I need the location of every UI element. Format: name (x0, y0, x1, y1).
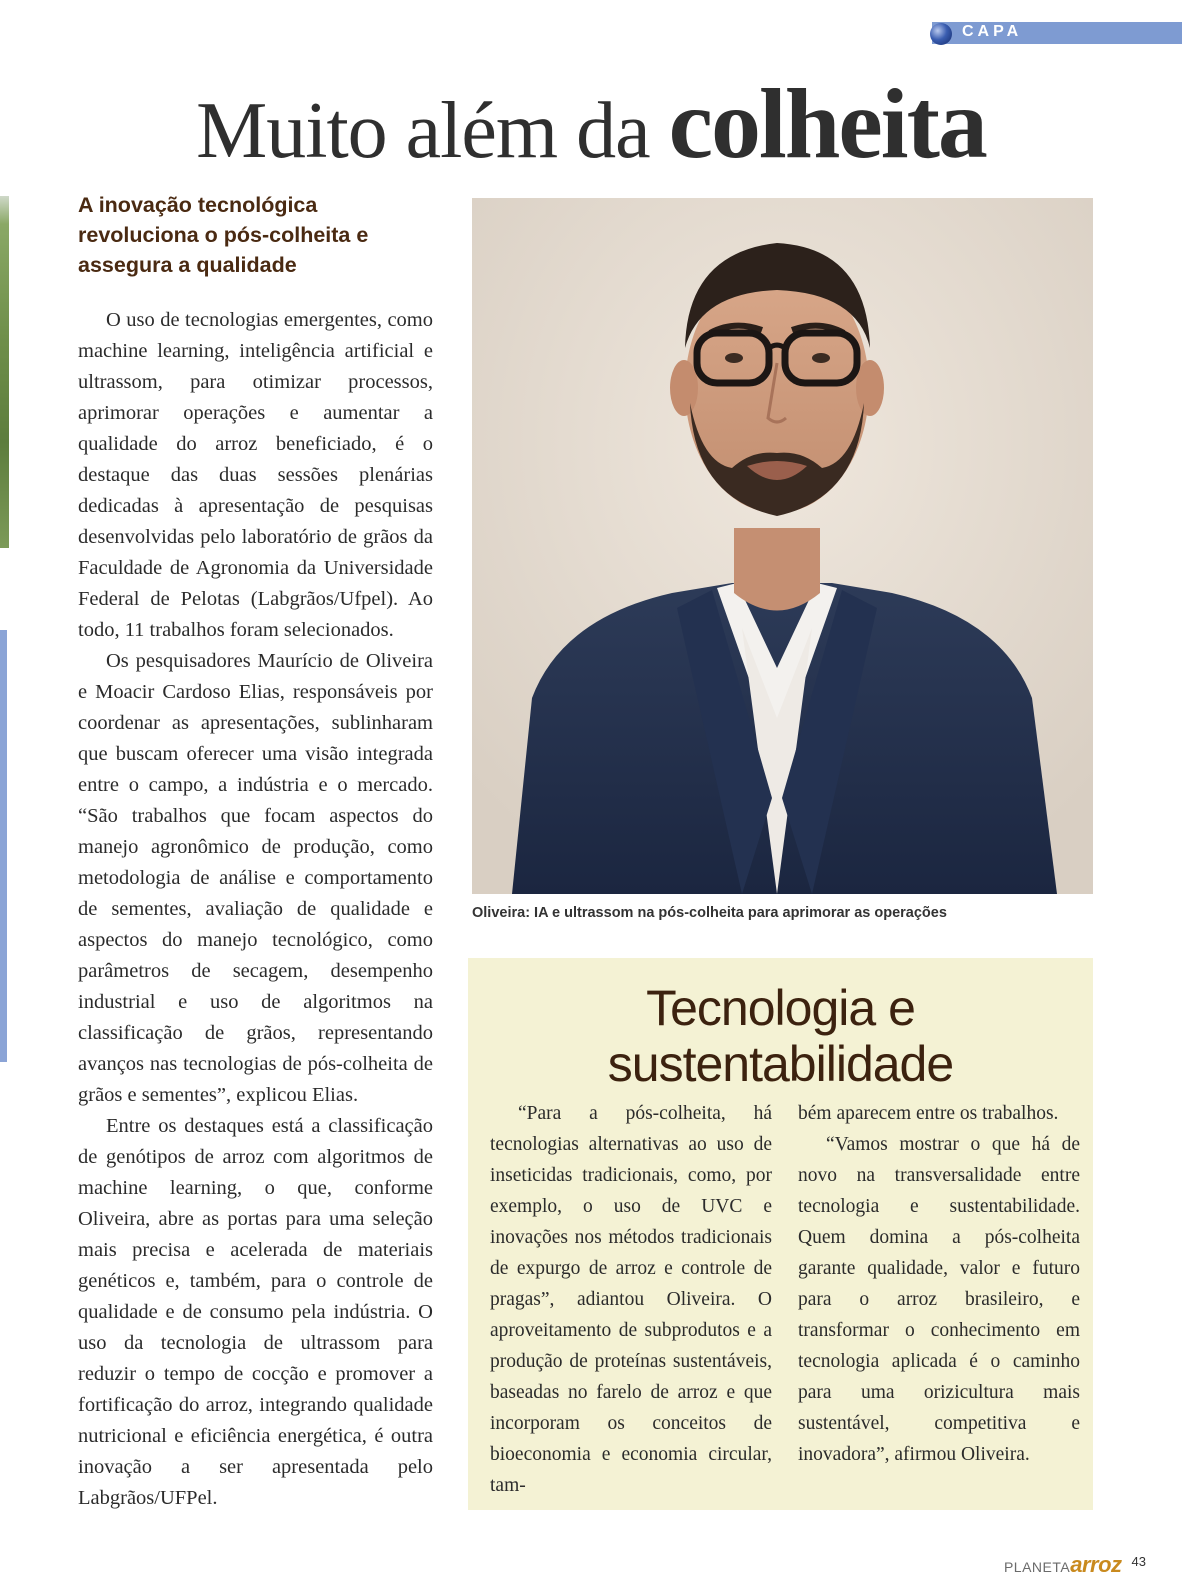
body-paragraph-3: Entre os destaques está a classificação de genótipos de arroz com algoritmos de machine learning, o que, conforme Oliveira, abre as portas para uma seleção mais precisa e acelerada de materiais genéticos e, também, para o controle de qualidade e de consumo pela indústria. O uso da tecnologia de ultrassom para reduzir o tempo de cocção e promover a fortificação do arroz, integrando qualidade nutricional e eficiência energética, é outra inovação a ser apresentada pelo Labgrãos/UFPel. (78, 1115, 433, 1509)
body-paragraph-2: Os pesquisadores Maurício de Oliveira e Moacir Cardoso Elias, responsáveis por coordenar as apresentações, sublinharam que buscam oferecer uma visão integrada entre o campo, a indústria e o mercado. “São trabalhos que focam aspectos do manejo agronômico de produção, como metodologia de análise e comportamento de sementes, avaliação de qualidade e aspectos do manejo tecnológico, como parâmetros de secagem, desempenho industrial e uso de algoritmos na classificação de grãos, representando avanços nas tecnologias de pós-colheita de grãos e sementes”, explicou Elias. (78, 650, 433, 1106)
box-column-1 (490, 1098, 772, 1501)
box-paragraph-continuation: bém aparecem entre os trabalhos. (798, 1103, 1059, 1124)
magazine-logo-part2: arroz (1070, 1552, 1122, 1577)
box-column-2 (798, 1098, 1080, 1470)
page-number: 43 (1131, 1554, 1146, 1569)
photo-caption: Oliveira: IA e ultrassom na pós-colheita para aprimorar as operações (472, 905, 947, 921)
box-paragraph-2: “Vamos mostrar o que há de novo na transversalidade entre tecnologia e sustentabilidade. Quem domina a pós-colheita garante qualidade, valor e futuro para o arroz brasileiro, e transformar o conhecimento em tecnologia aplicada é o caminho para uma orizicultura mais sustentável, competitiva e inovadora”, afirmou Oliveira. (798, 1134, 1080, 1465)
subtitle: A inovação tecnológica revoluciona o pós-colheita e assegura a qualidade (78, 193, 369, 277)
box-paragraph-1: “Para a pós-colheita, há tecnologias alternativas ao uso de inseticidas tradicionais, como, por exemplo, o uso de UVC e inovações nos métodos tradicionais de expurgo de arroz e controle de pragas”, adiantou Oliveira. O aproveitamento de subprodutos e a produção de proteínas sustentáveis, baseadas no farelo de arroz e que incorporam os conceitos de bioeconomia e economia circular, tam- (490, 1103, 772, 1496)
headline-part1: Muito além da (196, 87, 669, 175)
headline-part2: colheita (668, 68, 986, 179)
footer (1004, 1552, 1146, 1578)
box-title-line2: sustentabilidade (607, 1036, 954, 1092)
box-title (468, 980, 1093, 1092)
portrait-photo (472, 198, 1093, 894)
section-bullet-icon (930, 23, 952, 45)
box-title-line1: Tecnologia e (646, 980, 915, 1036)
article-body (78, 305, 433, 1514)
section-tag (932, 22, 1182, 44)
section-label: CAPA (962, 23, 1023, 40)
portrait-illustration (472, 198, 1093, 894)
sidebar-box (468, 958, 1093, 1510)
headline (0, 66, 1182, 181)
body-paragraph-1: O uso de tecnologias emergentes, como machine learning, inteligência artificial e ultrassom, para otimizar processos, aprimorar operações e aumentar a qualidade do arroz beneficiado, é o destaque das duas sessões plenárias dedicadas à apresentação de pesquisas desenvolvidas pelo laboratório de grãos da Faculdade de Agronomia da Universidade Federal de Pelotas (Labgrãos/Ufpel). Ao todo, 11 trabalhos foram selecionados. (78, 309, 433, 641)
left-edge-photo-strip (0, 196, 9, 548)
magazine-logo-part1: PLANETA (1003, 1559, 1071, 1575)
left-edge-blue-bar (0, 630, 7, 1062)
